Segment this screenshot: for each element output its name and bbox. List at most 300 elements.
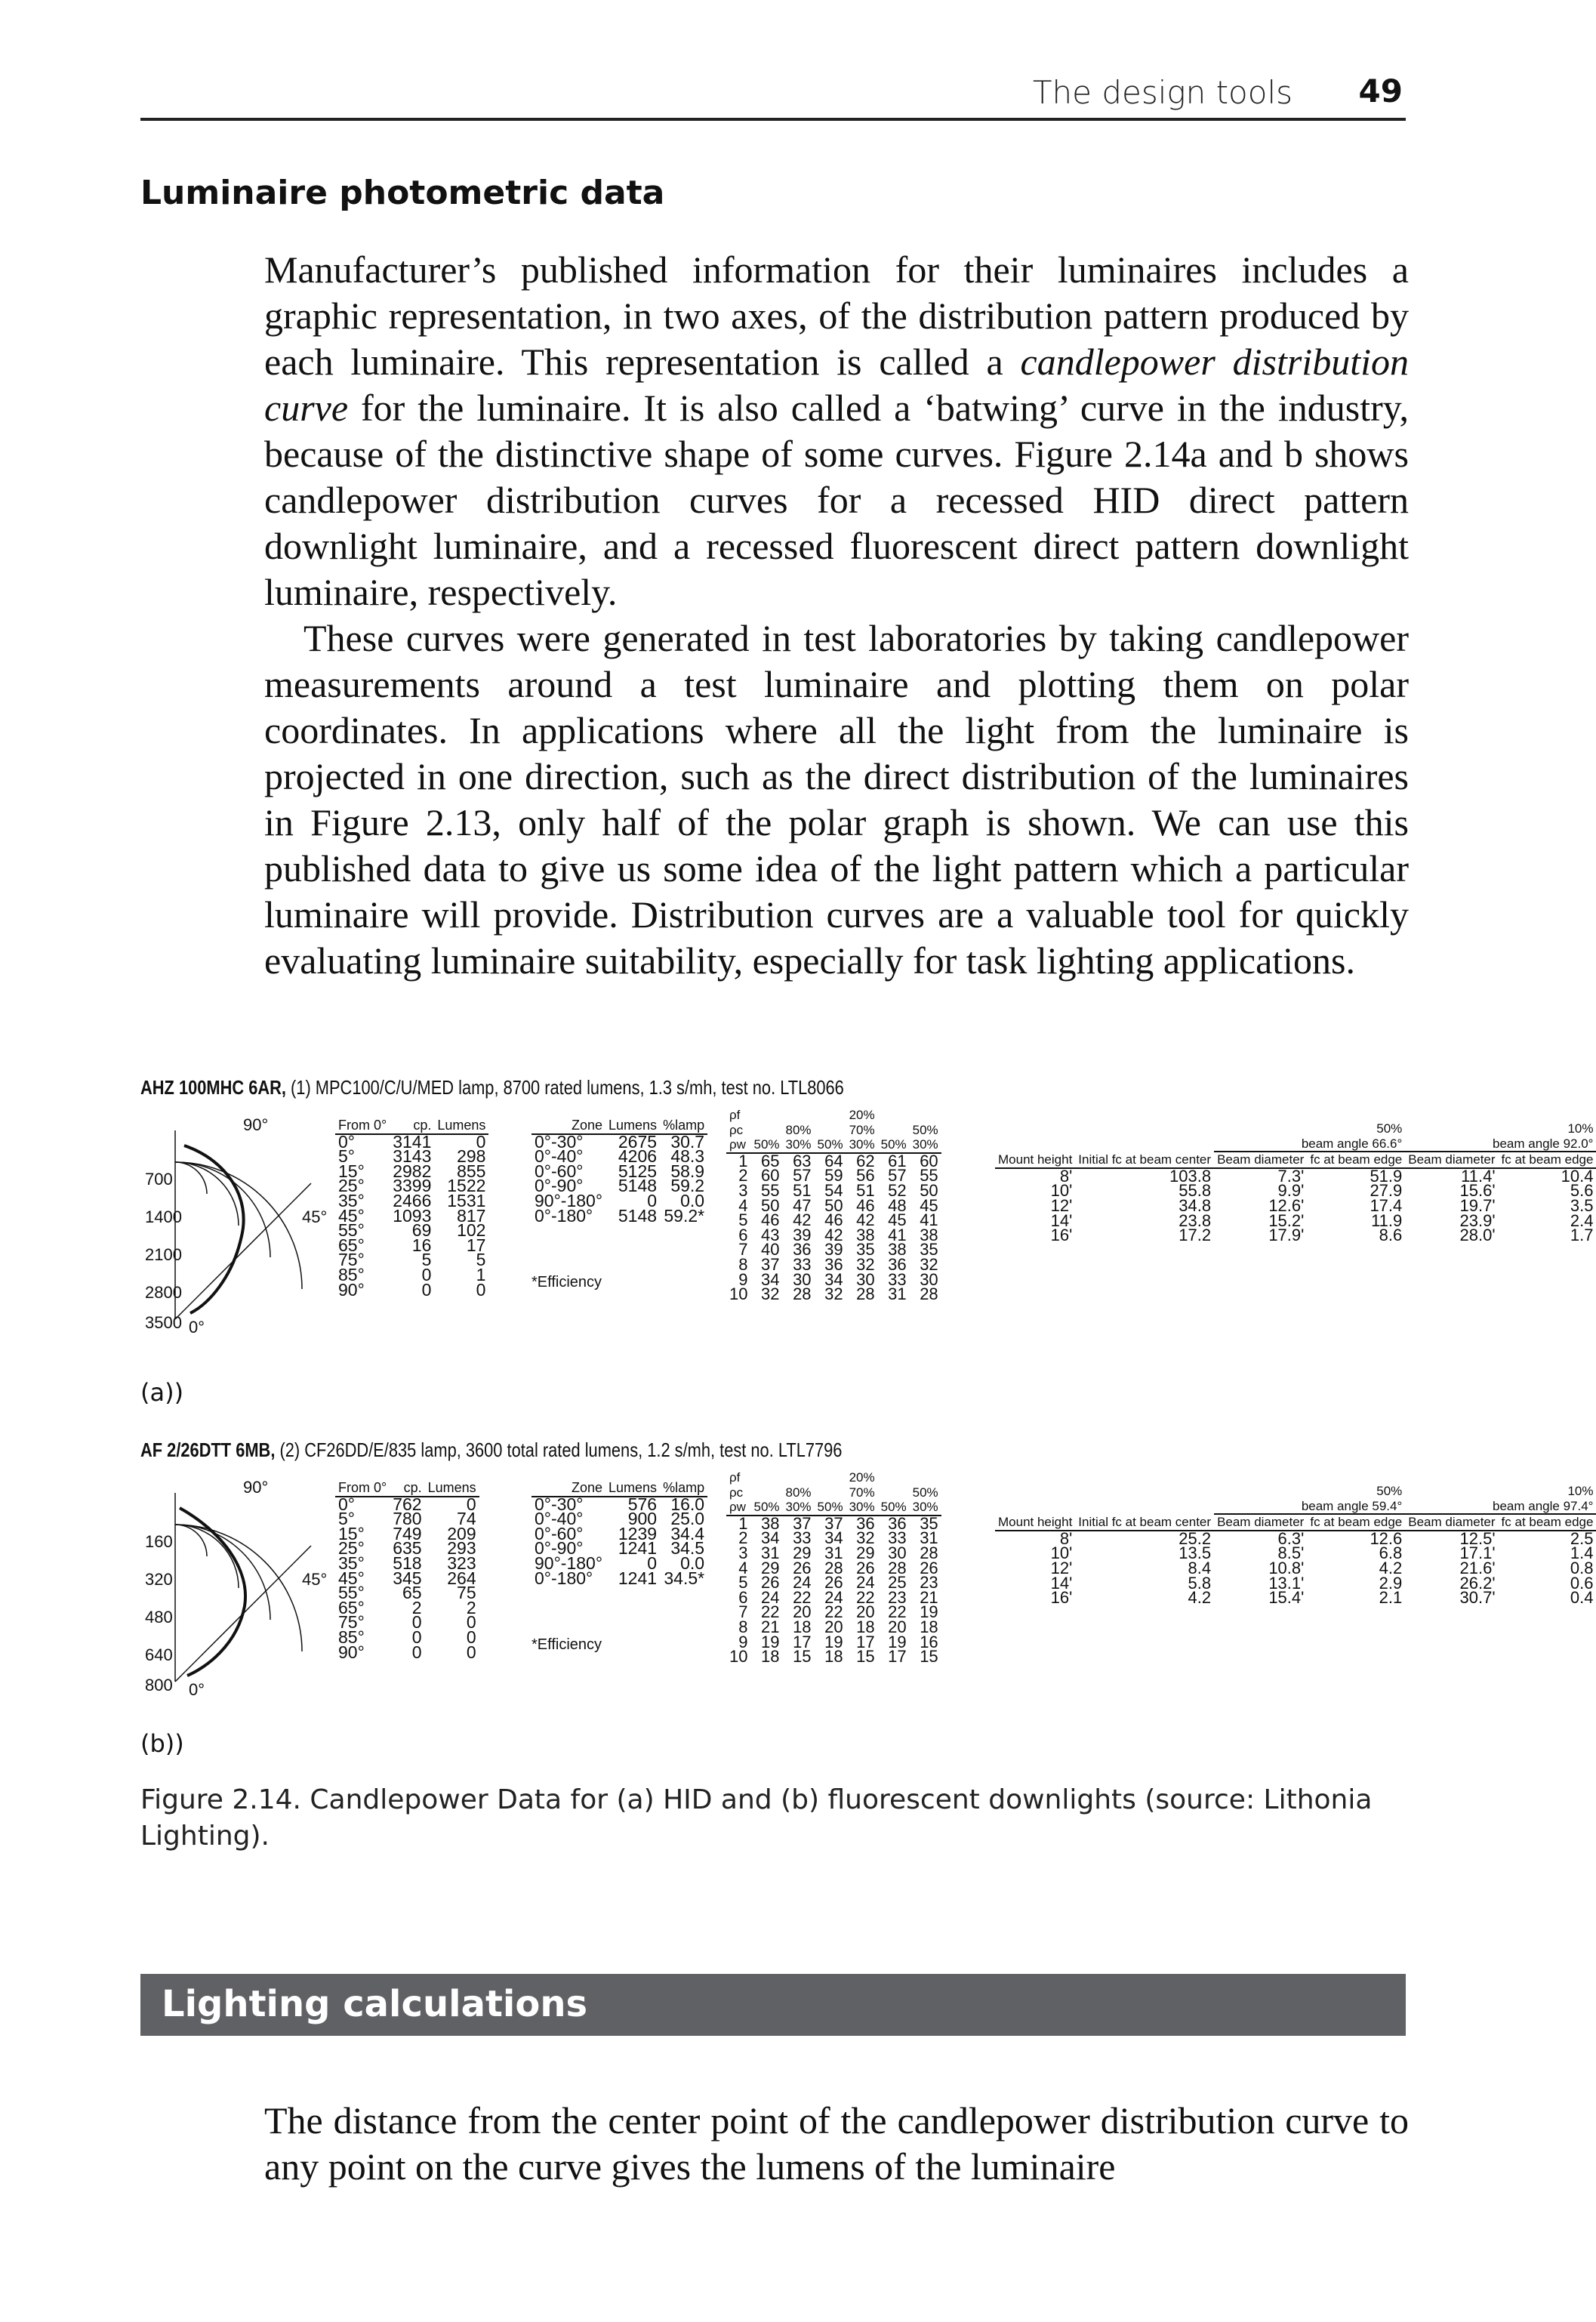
cell: 75 <box>457 1583 476 1603</box>
cell: 34.8 <box>1179 1195 1212 1215</box>
col-header: Mount height <box>995 1514 1075 1531</box>
cell: 7 <box>738 1602 748 1622</box>
cell: 5125 <box>618 1161 658 1181</box>
cell: 1 <box>738 1151 748 1170</box>
cell: 18 <box>920 1617 938 1636</box>
cell: 75° <box>338 1612 365 1633</box>
pw-label: ρw <box>726 1137 750 1153</box>
cell: 17.1' <box>1459 1543 1496 1563</box>
cell: 52 <box>888 1180 907 1200</box>
panel-b-ring-label: 160 <box>145 1532 173 1551</box>
cell: 8' <box>1059 1528 1073 1548</box>
cell: 0.6 <box>1570 1573 1594 1593</box>
pw-value: 50% <box>815 1500 846 1516</box>
cell: 30 <box>920 1269 938 1289</box>
panel-b-beam-table <box>995 1484 1596 1608</box>
panel-b-ring-label: 640 <box>145 1645 173 1664</box>
cell: 57 <box>793 1166 812 1186</box>
panel-a-description: (1) MPC100/C/U/MED lamp, 8700 rated lumens, 1.3 s/mh, test no. LTL8066 <box>285 1076 844 1099</box>
running-head <box>140 69 1406 121</box>
cell: 0.0 <box>680 1190 705 1210</box>
cell: 51 <box>793 1180 812 1200</box>
col-header: Beam diameter <box>1405 1152 1498 1168</box>
cell: 1531 <box>447 1190 486 1210</box>
cell: 48.3 <box>670 1146 705 1167</box>
cell: 61 <box>888 1151 907 1170</box>
cell: 54 <box>824 1180 843 1200</box>
cell: 69 <box>411 1220 432 1241</box>
cell: 31 <box>761 1543 780 1562</box>
col-header: From 0° <box>335 1118 390 1134</box>
cell: 4.2 <box>1188 1588 1212 1608</box>
panel-a-zone-table <box>531 1118 707 1226</box>
panel-a-efficiency-note: *Efficiency <box>531 1274 602 1291</box>
pw-value: 30% <box>783 1500 815 1516</box>
cell: 51 <box>856 1180 875 1200</box>
cell: 31 <box>824 1543 843 1562</box>
cell: 11.9 <box>1371 1210 1403 1230</box>
section-band-title: Lighting calculations <box>162 1983 588 2025</box>
cell: 9.9' <box>1277 1181 1305 1201</box>
panel-b-angle-45: 45° <box>302 1570 328 1589</box>
cell: 900 <box>627 1509 658 1529</box>
cell: 9 <box>738 1632 748 1651</box>
col-header: %lamp <box>660 1118 707 1134</box>
cell: 2.1 <box>1379 1588 1403 1608</box>
cell: 45° <box>338 1205 365 1226</box>
cell: 32 <box>920 1254 938 1274</box>
panel-a-ring-label: 1400 <box>145 1207 182 1226</box>
cell: 17 <box>888 1647 907 1667</box>
cell: 12.5' <box>1459 1528 1496 1548</box>
cell: 0°-60° <box>535 1161 584 1181</box>
cell: 855 <box>457 1161 486 1181</box>
cell: 14' <box>1050 1573 1073 1593</box>
cell: 75° <box>338 1250 365 1270</box>
cell: 32 <box>856 1254 875 1274</box>
cell: 40 <box>761 1240 780 1260</box>
cell: 0 <box>466 1612 476 1633</box>
cell: 25.2 <box>1179 1528 1212 1548</box>
cell: 17.9' <box>1268 1226 1305 1245</box>
cell: 65° <box>338 1235 365 1255</box>
cell: 33 <box>793 1254 812 1274</box>
body-paragraph-3: The distance from the center point of the candlepower distribution curve to any point on the curve gives the lumens of the luminaire <box>264 2099 1409 2188</box>
cell: 2 <box>466 1597 476 1617</box>
cell: 2 <box>411 1597 422 1617</box>
cell: 5 <box>738 1573 748 1593</box>
cell: 1241 <box>618 1568 658 1588</box>
cell: 28 <box>793 1284 812 1304</box>
col-header: Lumens <box>425 1481 479 1497</box>
cell: 58.9 <box>670 1161 705 1181</box>
cell: 345 <box>393 1568 422 1588</box>
cell: 38 <box>761 1513 780 1533</box>
cell: 16' <box>1050 1226 1073 1245</box>
cell: 323 <box>447 1553 476 1573</box>
cell: 0°-90° <box>535 1538 584 1559</box>
cell: 0°-180° <box>535 1568 593 1588</box>
cell: 2466 <box>393 1190 432 1210</box>
cell: 22 <box>824 1602 843 1622</box>
cell: 30.7 <box>670 1131 705 1152</box>
cell: 29 <box>761 1558 780 1577</box>
cell: 28 <box>888 1558 907 1577</box>
cell: 22 <box>761 1602 780 1622</box>
cell: 65 <box>761 1151 780 1170</box>
beam-angle-10: beam angle 97.4° <box>1405 1499 1596 1515</box>
cell: 30 <box>793 1269 812 1289</box>
cell: 38 <box>920 1225 938 1244</box>
cell: 0 <box>421 1264 432 1284</box>
cell: 1522 <box>447 1176 486 1196</box>
col-header: cp. <box>390 1118 434 1134</box>
cell: 15 <box>920 1647 938 1667</box>
panel-a-ring-label: 3500 <box>145 1313 182 1332</box>
col-header: cp. <box>390 1481 424 1497</box>
cell: 63 <box>793 1151 812 1170</box>
cell: 5 <box>421 1250 432 1270</box>
cell: 15.2' <box>1268 1210 1305 1230</box>
cell: 7 <box>738 1240 748 1260</box>
cell: 28.0' <box>1459 1226 1496 1245</box>
cell: 0 <box>411 1642 422 1662</box>
cell: 55.8 <box>1179 1181 1212 1201</box>
cell: 31 <box>920 1528 938 1548</box>
pf-value: 20% <box>849 1108 875 1122</box>
table-row <box>995 1590 1596 1605</box>
cell: 18 <box>856 1617 875 1636</box>
cell: 2675 <box>618 1131 658 1152</box>
cell: 12.6' <box>1268 1195 1305 1215</box>
pf-label: ρf <box>729 1108 741 1122</box>
cell: 19 <box>888 1632 907 1651</box>
panel-b-candlepower-table <box>335 1481 479 1660</box>
cell: 2.5 <box>1570 1528 1594 1548</box>
cell: 16' <box>1050 1588 1073 1608</box>
cell: 25° <box>338 1176 365 1196</box>
col-header: Lumens <box>605 1118 660 1134</box>
cell: 47 <box>793 1195 812 1215</box>
cell: 19 <box>761 1632 780 1651</box>
cell: 2 <box>738 1528 748 1548</box>
figure-panel-a <box>140 1076 1594 1431</box>
cell: 35° <box>338 1190 365 1210</box>
col-header: Beam diameter <box>1214 1514 1307 1531</box>
cell: 13.5 <box>1179 1543 1212 1563</box>
pw-value: 50% <box>750 1137 782 1153</box>
cell: 33 <box>888 1528 907 1548</box>
cell: 4206 <box>618 1146 658 1167</box>
cell: 24 <box>761 1587 780 1607</box>
pw-value: 50% <box>878 1500 910 1516</box>
cell: 0 <box>476 1279 486 1300</box>
cell: 5.8 <box>1188 1573 1212 1593</box>
cell: 85° <box>338 1627 365 1647</box>
panel-b-angle-0: 0° <box>189 1680 205 1699</box>
cell: 59.2* <box>664 1205 705 1226</box>
cell: 8.4 <box>1188 1558 1212 1577</box>
cell: 6 <box>738 1225 748 1244</box>
cell: 46 <box>824 1210 843 1230</box>
running-head-title: The design tools <box>1032 74 1293 111</box>
pc-value: 80% <box>785 1122 812 1137</box>
cell: 26 <box>793 1558 812 1577</box>
cell: 19.7' <box>1459 1195 1496 1215</box>
cell: 0 <box>421 1279 432 1300</box>
figure-caption: Figure 2.14. Candlepower Data for (a) HID and (b) fluorescent downlights (source: Lithonia Lighting). <box>140 1784 1373 1852</box>
cell: 85° <box>338 1264 365 1284</box>
table-row <box>531 1209 707 1224</box>
cell: 576 <box>627 1494 658 1514</box>
cell: 90° <box>338 1279 365 1300</box>
cell: 10' <box>1050 1543 1073 1563</box>
cell: 0 <box>411 1627 422 1647</box>
cell: 42 <box>824 1225 843 1244</box>
cell: 8' <box>1059 1166 1073 1186</box>
cell: 36 <box>856 1513 875 1533</box>
cell: 0°-30° <box>535 1494 584 1514</box>
panel-b-cu-table <box>726 1470 941 1667</box>
table-row <box>995 1228 1596 1243</box>
cell: 64 <box>824 1151 843 1170</box>
cell: 298 <box>457 1146 486 1167</box>
cell: 46 <box>761 1210 780 1230</box>
header-rule <box>140 118 1406 121</box>
col-header: fc at beam edge <box>1499 1152 1596 1168</box>
cell: 62 <box>856 1151 875 1170</box>
cell: 48 <box>888 1195 907 1215</box>
section-heading: Luminaire photometric data <box>140 174 665 212</box>
cell: 7.3' <box>1277 1166 1305 1186</box>
cell: 1 <box>738 1513 748 1533</box>
beam-10-pct: 10% <box>1567 1484 1594 1498</box>
cell: 26 <box>856 1558 875 1577</box>
col-header: fc at beam edge <box>1307 1152 1405 1168</box>
beam-10-pct: 10% <box>1567 1121 1594 1136</box>
cell: 37 <box>793 1513 812 1533</box>
cell: 17 <box>793 1632 812 1651</box>
cell: 15.6' <box>1459 1181 1496 1201</box>
panel-b-model: AF 2/26DTT 6MB, <box>140 1439 276 1461</box>
pw-value: 50% <box>815 1137 846 1153</box>
pw-value: 30% <box>783 1137 815 1153</box>
cell: 3 <box>738 1543 748 1562</box>
cell: 51.9 <box>1370 1166 1403 1186</box>
cell: 38 <box>856 1225 875 1244</box>
cell: 38 <box>888 1240 907 1260</box>
cell: 15 <box>856 1647 875 1667</box>
panel-b-distribution-curve <box>180 1508 245 1676</box>
pc-value: 70% <box>849 1122 875 1137</box>
beam-angle-50: beam angle 59.4° <box>1214 1499 1405 1515</box>
cell: 5 <box>476 1250 486 1270</box>
cell: 2 <box>738 1166 748 1186</box>
cell: 45° <box>338 1568 365 1588</box>
cell: 36 <box>888 1513 907 1533</box>
cell: 780 <box>393 1509 422 1529</box>
cell: 16 <box>920 1632 938 1651</box>
cell: 8.5' <box>1277 1543 1305 1563</box>
cell: 41 <box>888 1225 907 1244</box>
panel-b-angle-90: 90° <box>243 1478 269 1497</box>
cell: 12.6 <box>1370 1528 1403 1548</box>
cell: 5.6 <box>1570 1181 1594 1201</box>
cell: 65 <box>402 1583 422 1603</box>
cell: 17.2 <box>1179 1226 1212 1245</box>
cell: 27.9 <box>1370 1181 1403 1201</box>
cell: 0°-60° <box>535 1523 584 1543</box>
cell: 35 <box>856 1240 875 1260</box>
cell: 0° <box>338 1494 355 1514</box>
cell: 23 <box>920 1573 938 1593</box>
cell: 1.4 <box>1570 1543 1594 1563</box>
panel-a-model: AHZ 100MHC 6AR, <box>140 1076 286 1099</box>
cell: 0 <box>466 1494 476 1514</box>
pw-value: 50% <box>878 1137 910 1153</box>
cell: 5 <box>738 1210 748 1230</box>
cell: 4 <box>738 1195 748 1215</box>
pw-value: 30% <box>910 1137 941 1153</box>
cell: 55° <box>338 1583 365 1603</box>
cell: 762 <box>393 1494 422 1514</box>
cell: 57 <box>888 1166 907 1186</box>
cell: 14' <box>1050 1210 1073 1230</box>
cell: 20 <box>888 1617 907 1636</box>
panel-b-ring-label: 800 <box>145 1676 173 1694</box>
panel-a-angle-45: 45° <box>302 1207 328 1226</box>
panel-a-ring-label: 2100 <box>145 1245 182 1264</box>
beam-angle-10: beam angle 92.0° <box>1405 1136 1596 1152</box>
cell: 34.5 <box>670 1538 705 1559</box>
cell: 60 <box>920 1151 938 1170</box>
panel-b-efficiency-note: *Efficiency <box>531 1636 602 1653</box>
cell: 1.7 <box>1570 1226 1594 1245</box>
cell: 13.1' <box>1268 1573 1305 1593</box>
cell: 209 <box>447 1523 476 1543</box>
cell: 0°-90° <box>535 1176 584 1196</box>
cell: 55 <box>761 1180 780 1200</box>
pw-value: 50% <box>750 1500 782 1516</box>
cell: 10' <box>1050 1181 1073 1201</box>
cell: 3143 <box>393 1146 432 1167</box>
cell: 50 <box>920 1180 938 1200</box>
cell: 1239 <box>618 1523 658 1543</box>
cell: 15 <box>793 1647 812 1667</box>
cell: 817 <box>457 1205 486 1226</box>
cell: 10.4 <box>1561 1166 1594 1186</box>
cell: 45 <box>920 1195 938 1215</box>
col-header: Beam diameter <box>1405 1514 1498 1531</box>
cell: 6.8 <box>1379 1543 1403 1563</box>
cell: 18 <box>793 1617 812 1636</box>
cell: 25.0 <box>670 1509 705 1529</box>
cell: 16.0 <box>670 1494 705 1514</box>
panel-a-angle-0: 0° <box>189 1318 205 1337</box>
cell: 0 <box>466 1627 476 1647</box>
cell: 23.8 <box>1179 1210 1212 1230</box>
panel-a-ring-label: 2800 <box>145 1283 182 1302</box>
cell: 34 <box>824 1528 843 1548</box>
pc-value: 80% <box>785 1485 812 1500</box>
cell: 24 <box>824 1587 843 1607</box>
panel-b-zone-table <box>531 1481 707 1586</box>
cell: 15° <box>338 1161 365 1181</box>
cell: 59.2 <box>670 1176 705 1196</box>
col-header: Initial fc at beam center <box>1075 1514 1214 1531</box>
cell: 0.4 <box>1570 1588 1594 1608</box>
cell: 0 <box>466 1642 476 1662</box>
cell: 0°-180° <box>535 1205 593 1226</box>
pc-value: 50% <box>912 1122 938 1137</box>
panel-b-polar-grid <box>175 1493 311 1682</box>
pf-label: ρf <box>729 1470 741 1485</box>
cell: 18 <box>824 1647 843 1667</box>
cell: 50 <box>824 1195 843 1215</box>
paragraph-1-text-b: for the luminaire. It is also called a ‘batwing’ curve in the industry, because of the distinctive shape of some curves. Figure 2.14a and b shows candlepower distribution curves for a recessed HID direct pattern downlight luminaire, and a recessed fluorescent direct pattern downlight luminaire, respectively. <box>264 387 1409 613</box>
cell: 18 <box>761 1647 780 1667</box>
cell: 2.4 <box>1570 1210 1594 1230</box>
cell: 21 <box>761 1617 780 1636</box>
cell: 11.4' <box>1461 1166 1496 1186</box>
cell: 0°-30° <box>535 1131 584 1152</box>
cell: 42 <box>856 1210 875 1230</box>
cell: 36 <box>793 1240 812 1260</box>
cell: 0.0 <box>680 1553 705 1573</box>
cell: 34 <box>761 1528 780 1548</box>
cell: 39 <box>793 1225 812 1244</box>
cell: 32 <box>856 1528 875 1548</box>
pf-value: 20% <box>849 1470 875 1485</box>
col-header: Beam diameter <box>1214 1152 1307 1168</box>
col-header: Zone <box>531 1481 605 1497</box>
cell: 45 <box>888 1210 907 1230</box>
cell: 39 <box>824 1240 843 1260</box>
cell: 0°-40° <box>535 1146 584 1167</box>
col-header: Lumens <box>434 1118 488 1134</box>
cell: 3399 <box>393 1176 432 1196</box>
cell: 20 <box>856 1602 875 1622</box>
cell: 17 <box>856 1632 875 1651</box>
cell: 19 <box>920 1602 938 1622</box>
cell: 20 <box>824 1617 843 1636</box>
cell: 55 <box>920 1166 938 1186</box>
pc-value: 70% <box>849 1485 875 1500</box>
cell: 15° <box>338 1523 365 1543</box>
cell: 28 <box>920 1543 938 1562</box>
cell: 1 <box>476 1264 486 1284</box>
pw-value: 30% <box>846 1500 878 1516</box>
cell: 34 <box>761 1269 780 1289</box>
cell: 28 <box>920 1284 938 1304</box>
cell: 28 <box>856 1284 875 1304</box>
panel-a-angle-90: 90° <box>243 1115 269 1134</box>
cell: 22 <box>856 1587 875 1607</box>
cell: 1241 <box>618 1538 658 1559</box>
cell: 0 <box>476 1131 486 1152</box>
col-header: Lumens <box>605 1481 660 1497</box>
cell: 3 <box>738 1180 748 1200</box>
cell: 2.9 <box>1379 1573 1403 1593</box>
cell: 35° <box>338 1553 365 1573</box>
cell: 29 <box>856 1543 875 1562</box>
panel-b-ring-label: 480 <box>145 1608 173 1627</box>
panel-a-beam-table <box>995 1121 1596 1243</box>
col-header: Initial fc at beam center <box>1075 1152 1214 1168</box>
beam-50-pct: 50% <box>1376 1484 1403 1498</box>
cell: 20 <box>793 1602 812 1622</box>
cell: 26 <box>761 1573 780 1593</box>
